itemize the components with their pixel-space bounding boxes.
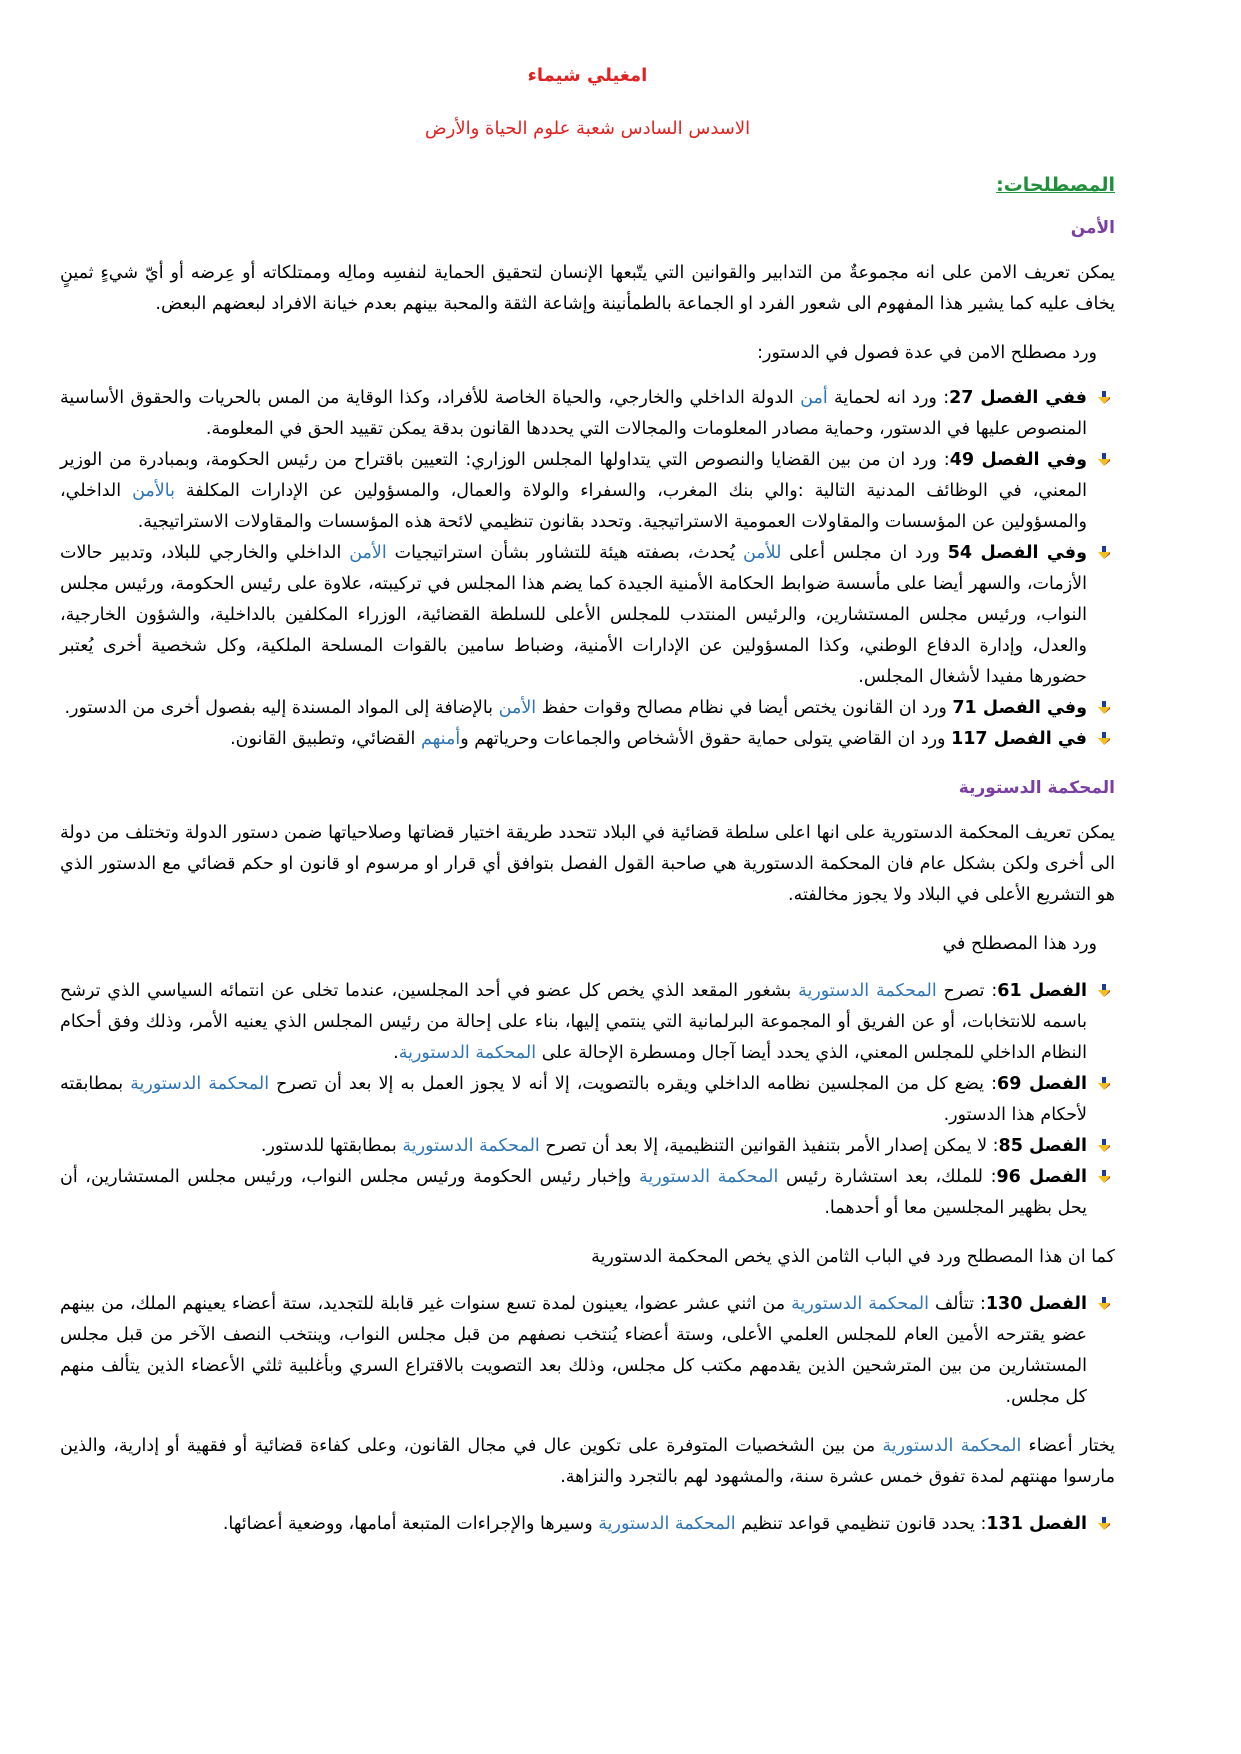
arrow-bullet-icon (1097, 732, 1111, 746)
keyword: المحكمة الدستورية (598, 1514, 736, 1534)
list-item (60, 1069, 1115, 1131)
terms-heading: المصطلحات: (996, 174, 1115, 196)
court-definition: يمكن تعريف المحكمة الدستورية على انها اعلى سلطة قضائية في البلاد تتحدد طريقة اختيار قضاتها وصلاحياتها ضمن دستور الدولة وتختلف من دولة الى أخرى ولكن بشكل عام فان المحكمة الدستورية هي صاحبة القول الفصل بتوافق أي قرار او مرسوم او قانون او حكم قضائي مع الدستور الذي هو التشريع الأعلى في البلاد ولا يجوز مخالفته. (60, 823, 1115, 905)
article-text: : يضع كل من المجلسين نظامه الداخلي ويقره بالتصويت، إلا أنه لا يجوز العمل به إلا بعد أن تصرح (269, 1074, 998, 1094)
arrow-bullet-icon (1097, 984, 1111, 998)
list-item (60, 1162, 1115, 1224)
arrow-bullet-icon (1097, 453, 1111, 467)
article-text: الدولة الداخلي والخارجي، والحياة الخاصة للأفراد، وكذا الوقاية من المس بالحريات والحقوق الأساسية المنصوص عليها في الدستور، وحماية مصادر المعلومات والمجالات التي يحددها القانون بدقة يمكن تقييد الحق في المعلومة. (60, 388, 1087, 439)
article-text: من اثني عشر عضوا، يعينون لمدة تسع سنوات غير قابلة للتجديد، ستة أعضاء يعينهم الملك، من بينهم عضو يقترحه الأمين العام للمجلس العلمي الأعلى، وستة أعضاء يُنتخب نصفهم من قبل مجلس النواب، وينتخب النصف الآخر من قبل مجلس المستشارين من بين المترشحين الذين يقدمهم مكتب كل مجلس، وذلك بعد التصويت بالاقتراع السري وبأغلبية ثلثي الأعضاء الذين يتألف منهم كل مجلس. (60, 1294, 1087, 1407)
court-intro: ورد هذا المصطلح في (942, 934, 1097, 954)
list-item (60, 445, 1115, 538)
article-label: وفي الفصل 71 (952, 698, 1087, 718)
keyword: للأمن (742, 543, 782, 563)
class-line: الاسدس السادس شعبة علوم الحياة والأرض (424, 118, 751, 139)
list-item (60, 724, 1115, 755)
article-text: : تتألف (928, 1294, 986, 1314)
list-item (60, 693, 1115, 724)
list-item (60, 1509, 1115, 1540)
article-label: الفصل 61 (997, 981, 1087, 1001)
arrow-bullet-icon (1097, 546, 1111, 560)
keyword: أمنهم (420, 729, 461, 749)
selection-paragraph (60, 1431, 1115, 1493)
court-articles (60, 976, 1115, 1224)
list-item (60, 538, 1115, 693)
article-text: وإخبار رئيس الحكومة ورئيس مجلس النواب، ورئيس مجلس المستشارين، أن يحل بظهير المجلسين معا أو أحدهما. (60, 1167, 1087, 1218)
arrow-bullet-icon (1097, 701, 1111, 715)
article-label: ففي الفصل 27 (949, 388, 1087, 408)
list-item (60, 383, 1115, 445)
article-label: في الفصل 117 (951, 729, 1087, 749)
article-text: بمطابقته لأحكام هذا الدستور. (60, 1074, 1087, 1125)
keyword: المحكمة الدستورية (798, 981, 937, 1001)
chapter-intro: كما ان هذا المصطلح ورد في الباب الثامن الذي يخص المحكمة الدستورية (591, 1247, 1115, 1267)
list-item (60, 1289, 1115, 1413)
article-text: ورد ان القاضي يتولى حماية حقوق الأشخاص والجماعات وحرياتهم و (460, 729, 952, 749)
article-label: وفي الفصل 54 (947, 543, 1087, 563)
article-text: : ورد انه لحماية (827, 388, 950, 408)
security-intro: ورد مصطلح الامن في عدة فصول في الدستور: (757, 343, 1097, 363)
security-definition: يمكن تعريف الامن على انه مجموعةٌ من التدابير والقوانين التي يتّبعها الإنسان لتحقيق الحماية لنفسِه ومالِه وممتلكاته أو عِرضه أو أيّ شيءٍ ثمينٍ يخاف عليه كما يشير هذا المفهوم الى شعور الفرد او الجماعة بالطمأنينة وإشاعة الثقة والمحبة بينهم بعدم خيانة الافراد لبعضهم البعض. (60, 263, 1115, 314)
keyword: المحكمة الدستورية (791, 1294, 929, 1314)
keyword: أمن (800, 388, 828, 408)
list-item (60, 976, 1115, 1069)
article-label: الفصل 130 (985, 1294, 1087, 1314)
arrow-bullet-icon (1097, 1077, 1111, 1091)
arrow-bullet-icon (1097, 391, 1111, 405)
article-text: الداخلي والخارجي للبلاد، وتدبير حالات الأزمات، والسهر أيضا على مأسسة ضوابط الحكامة الأمنية الجيدة كما يضم هذا المجلس في تركيبته، علاوة على رئيس الحكومة، ورئيس مجلس النواب، ورئيس مجلس المستشارين، والرئيس المنتدب للمجلس الأعلى للسلطة القضائية، الوزراء المكلفين بالداخلية، والشؤون الخارجية، والعدل، وإدارة الدفاع الوطني، وكذا المسؤولين عن الإدارات الأمنية، وضباط سامين بالقوات المسلحة الملكية، وكل شخصية أخرى يُعتبر حضورها مفيدا لأشغال المجلس. (60, 543, 1087, 687)
keyword: المحكمة الدستورية (130, 1074, 270, 1094)
keyword: المحكمة الدستورية (402, 1136, 540, 1156)
keyword: المحكمة الدستورية (638, 1167, 779, 1187)
article-text: ورد ان مجلس أعلى (781, 543, 948, 563)
article-text: بشغور المقعد الذي يخص كل عضو في أحد المجلسين، عندما تخلى عن انتمائه السياسي الذي ترشح باسمه للانتخابات، أو عن الفريق أو المجموعة البرلمانية التي ينتمي إليها، بناء على إحالة من رئيس المجلس الذي يعنيه الأمر، وذلك وفق أحكام النظام الداخلي للمجلس المعني، الذي يحدد أيضا آجال ومسطرة الإحالة على (60, 981, 1087, 1063)
arrow-bullet-icon (1097, 1517, 1111, 1531)
court-chapter-articles (60, 1289, 1115, 1413)
paragraph-text: من بين الشخصيات المتوفرة على تكوين عال في مجال القانون، وعلى كفاءة قضائية أو فقهية أو إدارية، والذين مارسوا مهنتهم لمدة تفوق خمس عشرة سنة، والمشهود لهم بالتجرد والنزاهة. (60, 1436, 1115, 1487)
paragraph-text: يختار أعضاء (1021, 1436, 1115, 1456)
article-text: : تصرح (936, 981, 998, 1001)
article-text: : يحدد قانون تنظيمي قواعد تنظيم (735, 1514, 987, 1534)
list-item (60, 1131, 1115, 1162)
court-final-articles (60, 1509, 1115, 1540)
term-heading-security: الأمن (1070, 218, 1115, 238)
article-text: بالإضافة إلى المواد المسندة إليه بفصول أخرى من الدستور. (64, 698, 499, 718)
term-heading-court: المحكمة الدستورية (958, 778, 1115, 798)
article-text: يُحدث، بصفته هيئة للتشاور بشأن استراتيجيات (386, 543, 743, 563)
author-name: امغيلي شيماء (527, 65, 648, 86)
keyword: الأمن (498, 698, 537, 718)
article-label: الفصل 85 (998, 1136, 1087, 1156)
article-text: وسيرها والإجراءات المتبعة أمامها، ووضعية أعضائها. (222, 1514, 599, 1534)
article-text: : لا يمكن إصدار الأمر بتنفيذ القوانين التنظيمية، إلا بعد أن تصرح (539, 1136, 999, 1156)
keyword: الأمن (349, 543, 387, 563)
keyword: المحكمة الدستورية (398, 1043, 537, 1063)
article-text: : للملك، بعد استشارة رئيس (778, 1167, 997, 1187)
keyword: بالأمن (132, 481, 175, 501)
arrow-bullet-icon (1097, 1139, 1111, 1153)
article-label: الفصل 131 (986, 1514, 1087, 1534)
article-text: بمطابقتها للدستور. (260, 1136, 403, 1156)
security-articles (60, 383, 1115, 755)
article-label: وفي الفصل 49 (949, 450, 1087, 470)
arrow-bullet-icon (1097, 1170, 1111, 1184)
article-text: . (393, 1043, 399, 1063)
article-label: الفصل 96 (996, 1167, 1087, 1187)
article-label: الفصل 69 (997, 1074, 1088, 1094)
article-text: ورد ان القانون يختص أيضا في نظام مصالح وقوات حفظ (536, 698, 953, 718)
keyword: المحكمة الدستورية (882, 1436, 1022, 1456)
article-text: : ورد ان من بين القضايا والنصوص التي يتداولها المجلس الوزاري: التعيين باقتراح من رئيس الحكومة، وبمبادرة من الوزير المعني، في الوظائف المدنية التالية :والي بنك المغرب، والسفراء والولاة والعمال، والمسؤولين عن الإدارات المكلفة (60, 450, 1087, 501)
arrow-bullet-icon (1097, 1297, 1111, 1311)
article-text: الداخلي، والمسؤولين عن المؤسسات والمقاولات العمومية الاستراتيجية. وتحدد بقانون تنظيمي لائحة هذه المؤسسات والمقاولات الاستراتيجية. (60, 481, 1087, 532)
article-text: القضائي، وتطبيق القانون. (230, 729, 421, 749)
